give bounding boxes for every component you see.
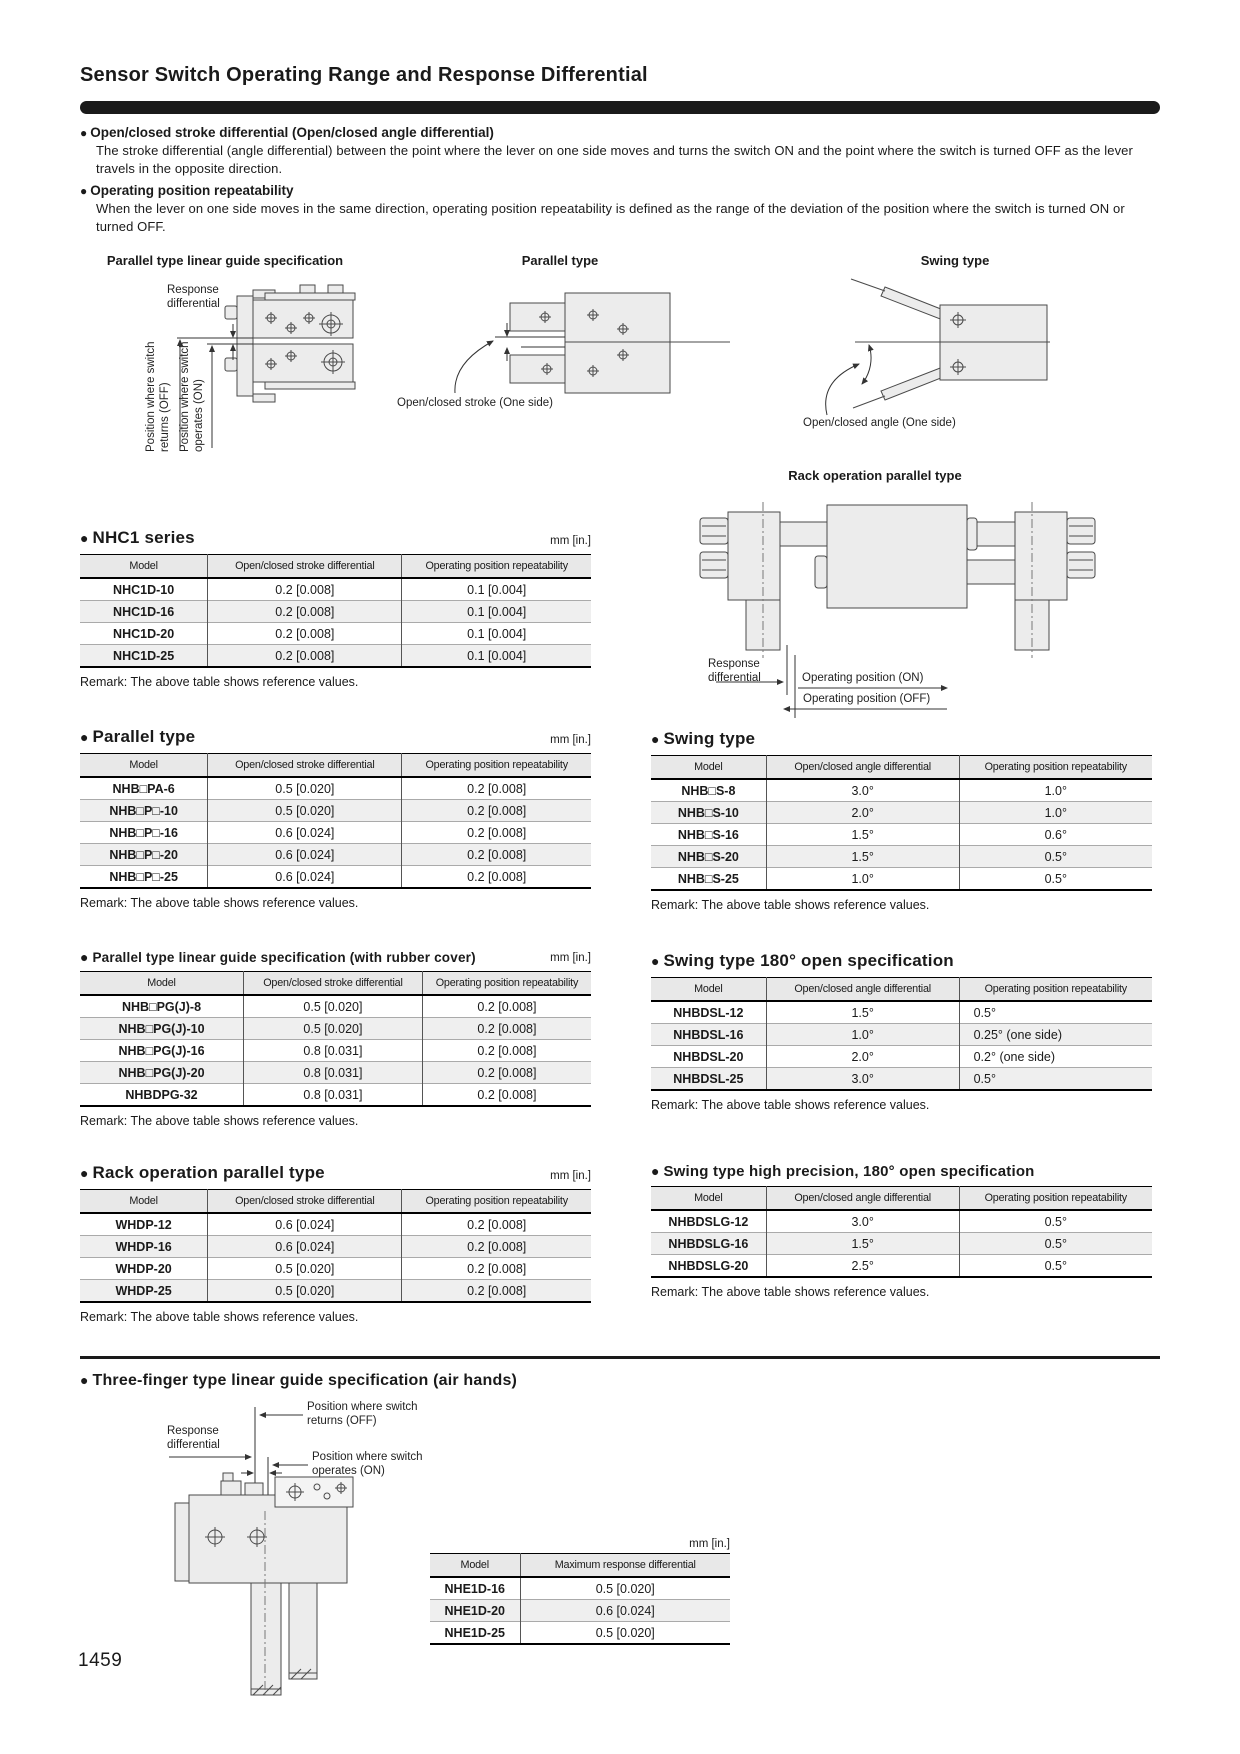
model-cell: NHBDSLG-20: [651, 1255, 766, 1278]
value-cell: 0.25° (one side): [959, 1024, 1152, 1046]
table-header-row: [430, 1554, 730, 1578]
model-cell: NHBDSL-12: [673, 1005, 744, 1020]
unit-label: mm [in.]: [550, 952, 591, 964]
value-cell: 0.2 [0.008]: [208, 623, 402, 645]
value-cell: 0.6 [0.024]: [208, 1236, 402, 1258]
parallel-pg-table: [80, 971, 591, 1107]
intro-body-1: The stroke differential (angle differential) between the point where the lever on one side moves and turns the switch ON and the point where the switch is turned OFF as the lever travels in the opposite direction.: [96, 143, 1133, 176]
table-row: [80, 1213, 591, 1236]
table-row: [651, 779, 1152, 802]
value-cell: 0.1 [0.004]: [402, 601, 591, 623]
value-cell: 0.5°: [959, 1001, 1152, 1024]
title-rule: [80, 101, 1160, 114]
label-open-closed-angle: Open/closed angle (One side): [803, 417, 956, 429]
model-cell: NHC1D-16: [80, 601, 208, 623]
table-header-row: [80, 555, 591, 579]
value-cell: 0.8 [0.031]: [244, 1062, 423, 1084]
table-remark: Remark: The above table shows reference values.: [651, 1285, 930, 1299]
column-header: Open/closed stroke differential: [208, 754, 402, 778]
diagram-title-rack-operation: Rack operation parallel type: [788, 468, 962, 483]
table-row: [80, 1040, 591, 1062]
section-heading: Parallel type linear guide specification (with rubber cover): [92, 950, 476, 965]
bullet-icon: ●: [80, 729, 89, 745]
section-divider: [80, 1356, 1160, 1359]
table-row: [80, 995, 591, 1018]
value-cell: 0.6 [0.024]: [208, 844, 402, 866]
value-cell: 0.1 [0.004]: [402, 645, 591, 668]
value-cell: 0.2 [0.008]: [402, 1280, 591, 1303]
column-header: Model: [651, 1187, 766, 1211]
column-header: Operating position repeatability: [959, 978, 1152, 1002]
value-cell: 0.5°: [959, 846, 1152, 868]
value-cell: 0.5 [0.020]: [208, 1258, 402, 1280]
section-nhc1-series: [80, 528, 591, 689]
diagram-parallel: [395, 285, 735, 420]
value-cell: 0.1 [0.004]: [402, 623, 591, 645]
value-cell: 0.2° (one side): [959, 1046, 1152, 1068]
diagram-three-finger: [145, 1395, 465, 1707]
table-row: [80, 866, 591, 889]
bullet-icon: ●: [80, 126, 88, 140]
section-swing-180: [651, 951, 1152, 1112]
table-header-row: [651, 1187, 1152, 1211]
table-row: [651, 1255, 1152, 1278]
swing-180-table: [651, 977, 1152, 1091]
bullet-icon: ●: [80, 949, 89, 965]
bullet-icon: ●: [80, 184, 88, 198]
rack-table: [80, 1189, 591, 1303]
table-row: [80, 1258, 591, 1280]
value-cell: 0.6 [0.024]: [208, 1213, 402, 1236]
table-row: [651, 1233, 1152, 1255]
model-cell: NHB□P□-10: [80, 800, 208, 822]
label-response-differential: Response differential: [167, 1425, 220, 1451]
value-cell: 0.2 [0.008]: [208, 601, 402, 623]
value-cell: 0.6 [0.024]: [208, 866, 402, 889]
value-cell: 3.0°: [766, 779, 959, 802]
model-cell: NHBDSLG-16: [651, 1233, 766, 1255]
column-header: Open/closed stroke differential: [208, 1190, 402, 1214]
section-heading: Three-finger type linear guide specification (air hands): [92, 1372, 518, 1389]
column-header: Open/closed angle differential: [766, 978, 959, 1002]
table-header-row: [651, 756, 1152, 780]
value-cell: 0.5 [0.020]: [244, 995, 423, 1018]
model-cell: NHB□S-25: [651, 868, 766, 891]
value-cell: 0.2 [0.008]: [402, 1236, 591, 1258]
model-cell: NHC1D-25: [80, 645, 208, 668]
label-position-switch-returns-off: Position where switch returns (OFF): [145, 341, 171, 452]
table-row: [80, 601, 591, 623]
table-remark: Remark: The above table shows reference values.: [80, 1310, 359, 1324]
value-cell: 0.5°: [959, 1068, 1152, 1091]
value-cell: 0.2 [0.008]: [422, 1040, 591, 1062]
value-cell: 0.5 [0.020]: [520, 1577, 730, 1600]
bullet-icon: ●: [651, 731, 660, 747]
label-operating-position-on: Operating position (ON): [802, 672, 924, 684]
model-cell: WHDP-20: [80, 1258, 208, 1280]
model-cell: NHB□PG(J)-10: [80, 1018, 244, 1040]
section-header: [651, 1163, 1152, 1180]
unit-label: mm [in.]: [689, 1538, 730, 1550]
label-response-differential: Response differential: [708, 658, 761, 684]
table-row: [80, 1084, 591, 1107]
value-cell: 1.5°: [766, 1001, 959, 1024]
section-header: [80, 528, 591, 548]
section-header: [651, 729, 1152, 749]
value-cell: 0.2 [0.008]: [402, 800, 591, 822]
diagram-parallel-linear-guide: [95, 280, 425, 460]
value-cell: 0.5°: [959, 1255, 1152, 1278]
column-header: Model: [80, 1190, 208, 1214]
table-row: [80, 800, 591, 822]
table-row: [80, 645, 591, 668]
table-row: [651, 824, 1152, 846]
table-row: [430, 1622, 730, 1645]
value-cell: 1.5°: [766, 846, 959, 868]
model-cell: NHB□S-8: [681, 783, 736, 798]
value-cell: 0.2 [0.008]: [402, 1213, 591, 1236]
three-finger-table-block: [430, 1538, 730, 1645]
value-cell: 0.8 [0.031]: [244, 1040, 423, 1062]
section-rack-operation: [80, 1163, 591, 1324]
value-cell: 0.6°: [959, 824, 1152, 846]
table-row: [80, 844, 591, 866]
value-cell: 0.1 [0.004]: [402, 578, 591, 601]
diagram-rack-operation: [650, 460, 1100, 722]
table-row: [80, 1236, 591, 1258]
section-header: [651, 951, 1152, 971]
value-cell: 0.6 [0.024]: [520, 1600, 730, 1622]
column-header: Operating position repeatability: [959, 1187, 1152, 1211]
value-cell: 1.5°: [766, 824, 959, 846]
value-cell: 0.2 [0.008]: [422, 1062, 591, 1084]
table-row: [80, 578, 591, 601]
table-row: [651, 1068, 1152, 1091]
table-remark: Remark: The above table shows reference values.: [651, 898, 930, 912]
diagram-title-swing: Swing type: [920, 253, 990, 268]
table-row: [80, 1280, 591, 1303]
table-header-row: [651, 978, 1152, 1002]
bullet-icon: ●: [80, 1165, 89, 1181]
table-row: [80, 777, 591, 800]
table-row: [651, 1046, 1152, 1068]
value-cell: 0.5 [0.020]: [208, 1280, 402, 1303]
column-header: Operating position repeatability: [422, 972, 591, 996]
table-row: [651, 1001, 1152, 1024]
unit-label: mm [in.]: [550, 1170, 591, 1182]
section-parallel-type: [80, 727, 591, 910]
section-parallel-linear-guide: [80, 949, 591, 1128]
table-row: [651, 802, 1152, 824]
model-cell: NHB□PG(J)-20: [80, 1062, 244, 1084]
value-cell: 0.5°: [959, 1233, 1152, 1255]
value-cell: 0.5 [0.020]: [244, 1018, 423, 1040]
model-cell: NHBDSL-25: [651, 1068, 766, 1091]
bullet-icon: ●: [80, 530, 89, 546]
value-cell: 0.5 [0.020]: [208, 777, 402, 800]
value-cell: 0.2 [0.008]: [422, 995, 591, 1018]
intro-heading-text: Operating position repeatability: [90, 183, 294, 198]
value-cell: 2.0°: [766, 802, 959, 824]
value-cell: 2.0°: [766, 1046, 959, 1068]
column-header: Model: [80, 555, 208, 579]
label-position-switch-operates-on: Position where switch operates (ON): [312, 1451, 423, 1477]
column-header: Maximum response differential: [520, 1554, 730, 1578]
value-cell: 1.5°: [766, 1233, 959, 1255]
nhc1-table: [80, 554, 591, 668]
section-heading: Swing type 180° open specification: [663, 951, 954, 970]
model-cell: NHB□P□-20: [80, 844, 208, 866]
column-header: Open/closed stroke differential: [208, 555, 402, 579]
column-header: Operating position repeatability: [402, 754, 591, 778]
column-header: Model: [651, 756, 766, 780]
model-cell: NHB□PG(J)-8: [121, 999, 202, 1014]
table-row: [80, 623, 591, 645]
value-cell: 0.8 [0.031]: [244, 1084, 423, 1107]
value-cell: 2.5°: [766, 1255, 959, 1278]
column-header: Model: [80, 972, 244, 996]
model-cell: NHBDSL-20: [651, 1046, 766, 1068]
page-title: Sensor Switch Operating Range and Response Differential: [80, 64, 648, 86]
column-header: Open/closed angle differential: [766, 1187, 959, 1211]
bullet-icon: ●: [651, 953, 660, 969]
section-heading: NHC1 series: [92, 528, 195, 547]
table-row: [80, 1018, 591, 1040]
value-cell: 0.6 [0.024]: [208, 822, 402, 844]
value-cell: 0.2 [0.008]: [208, 645, 402, 668]
model-cell: NHBDSLG-12: [668, 1214, 749, 1229]
model-cell: NHBDSL-16: [651, 1024, 766, 1046]
diagram-swing: [765, 265, 1075, 445]
table-remark: Remark: The above table shows reference values.: [80, 675, 359, 689]
value-cell: 0.2 [0.008]: [402, 844, 591, 866]
model-cell: NHB□PG(J)-16: [80, 1040, 244, 1062]
table-row: [651, 1024, 1152, 1046]
label-open-closed-stroke: Open/closed stroke (One side): [397, 397, 553, 409]
section-header: [80, 949, 591, 965]
value-cell: 0.2 [0.008]: [208, 578, 402, 601]
intro-heading-text: Open/closed stroke differential (Open/closed angle differential): [90, 125, 494, 140]
swing-table: [651, 755, 1152, 891]
value-cell: 3.0°: [766, 1068, 959, 1091]
value-cell: 1.0°: [766, 1024, 959, 1046]
section-header: [80, 1163, 591, 1183]
value-cell: 1.0°: [766, 868, 959, 891]
section-swing-high-precision: [651, 1163, 1152, 1299]
table-row: [80, 822, 591, 844]
diagram-title-parallel-linear-guide: Parallel type linear guide specification: [106, 253, 344, 268]
page-number: 1459: [78, 1650, 123, 1671]
table-row: [430, 1600, 730, 1622]
model-cell: NHE1D-16: [444, 1581, 505, 1596]
column-header: Open/closed stroke differential: [244, 972, 423, 996]
column-header: Model: [651, 978, 766, 1002]
value-cell: 0.2 [0.008]: [402, 822, 591, 844]
model-cell: NHB□P□-25: [80, 866, 208, 889]
intro-body-2: When the lever on one side moves in the same direction, operating position repeatability is defined as the range of the deviation of the position where the switch is turned ON or turned OFF.: [96, 201, 1125, 234]
column-header: Model: [80, 754, 208, 778]
bullet-icon: ●: [80, 1372, 89, 1388]
column-header: Operating position repeatability: [402, 555, 591, 579]
table-row: [430, 1577, 730, 1600]
section-header: [80, 727, 591, 747]
table-remark: Remark: The above table shows reference values.: [80, 1114, 359, 1128]
model-cell: NHC1D-10: [113, 582, 175, 597]
column-header: Model: [430, 1554, 520, 1578]
model-cell: NHB□P□-16: [80, 822, 208, 844]
parallel-table: [80, 753, 591, 889]
model-cell: NHBDPG-32: [80, 1084, 244, 1107]
value-cell: 1.0°: [959, 802, 1152, 824]
value-cell: 0.5 [0.020]: [208, 800, 402, 822]
model-cell: NHC1D-20: [80, 623, 208, 645]
section-heading: Parallel type: [92, 727, 196, 746]
value-cell: 3.0°: [766, 1210, 959, 1233]
section-header-three-finger: [80, 1372, 780, 1390]
table-header-row: [80, 972, 591, 996]
table-row: [651, 868, 1152, 891]
model-cell: NHB□S-16: [651, 824, 766, 846]
bullet-icon: ●: [651, 1163, 660, 1179]
value-cell: 0.5°: [959, 1210, 1152, 1233]
column-header: Operating position repeatability: [959, 756, 1152, 780]
model-cell: WHDP-16: [80, 1236, 208, 1258]
table-header-row: [80, 754, 591, 778]
section-heading: Swing type: [663, 729, 756, 748]
diagram-title-parallel: Parallel type: [521, 253, 599, 268]
table-remark: Remark: The above table shows reference values.: [651, 1098, 930, 1112]
table-row: [80, 1062, 591, 1084]
intro-block: [80, 124, 1165, 240]
model-cell: NHE1D-25: [430, 1622, 520, 1645]
section-heading: Swing type high precision, 180° open specification: [663, 1163, 1035, 1180]
value-cell: 1.0°: [959, 779, 1152, 802]
intro-heading-2: [80, 182, 1165, 200]
value-cell: 0.2 [0.008]: [422, 1084, 591, 1107]
section-heading: Rack operation parallel type: [92, 1163, 325, 1182]
label-response-differential: Response differential: [167, 284, 220, 310]
value-cell: 0.2 [0.008]: [422, 1018, 591, 1040]
intro-heading-1: [80, 124, 1165, 142]
table-header-row: [80, 1190, 591, 1214]
column-header: Operating position repeatability: [402, 1190, 591, 1214]
model-cell: WHDP-25: [80, 1280, 208, 1303]
model-cell: NHB□PA-6: [112, 781, 175, 796]
section-swing-type: [651, 729, 1152, 912]
table-row: [651, 1210, 1152, 1233]
swing-hp-table: [651, 1186, 1152, 1278]
label-position-switch-operates-on: Position where switch operates (ON): [179, 341, 205, 452]
three-finger-table: [430, 1553, 730, 1645]
value-cell: 0.2 [0.008]: [402, 866, 591, 889]
label-operating-position-off: Operating position (OFF): [803, 693, 931, 705]
unit-label: mm [in.]: [550, 535, 591, 547]
model-cell: NHB□S-20: [651, 846, 766, 868]
label-position-switch-returns-off: Position where switch returns (OFF): [307, 1401, 418, 1427]
table-row: [651, 846, 1152, 868]
model-cell: WHDP-12: [115, 1217, 172, 1232]
unit-label: mm [in.]: [550, 734, 591, 746]
column-header: Open/closed angle differential: [766, 756, 959, 780]
table-remark: Remark: The above table shows reference values.: [80, 896, 359, 910]
model-cell: NHE1D-20: [430, 1600, 520, 1622]
value-cell: 0.2 [0.008]: [402, 1258, 591, 1280]
value-cell: 0.5 [0.020]: [520, 1622, 730, 1645]
model-cell: NHB□S-10: [651, 802, 766, 824]
value-cell: 0.5°: [959, 868, 1152, 891]
value-cell: 0.2 [0.008]: [402, 777, 591, 800]
